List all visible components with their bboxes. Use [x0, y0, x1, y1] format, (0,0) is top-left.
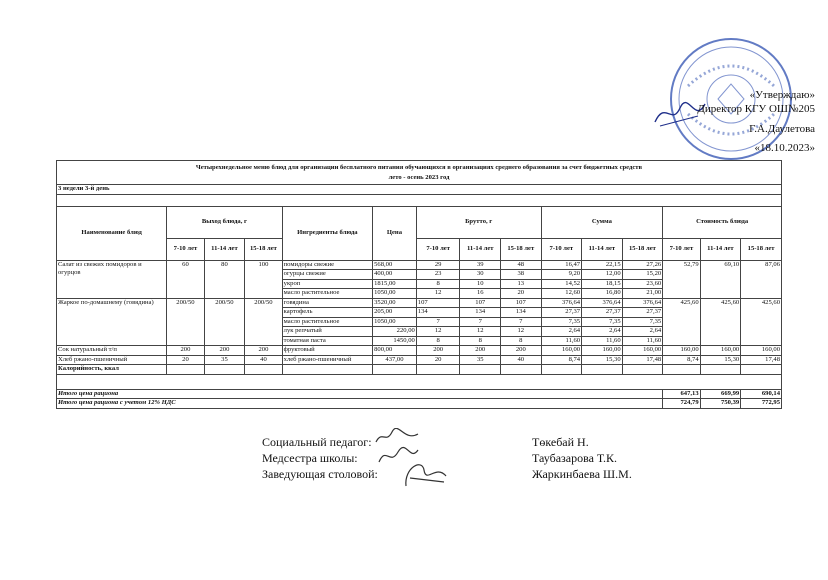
sum-cell: 15,30: [582, 355, 623, 365]
table-row: [57, 260, 782, 270]
signature-name: Таубазарова Т.К.: [532, 451, 618, 465]
cost-cell: 160,00: [700, 346, 741, 356]
age-header: 15-18 лет: [741, 238, 782, 260]
sum-cell: 22,15: [582, 260, 623, 270]
gross-cell: 8: [460, 336, 501, 346]
sum-cell: 9,20: [541, 270, 582, 280]
sum-cell: 23,60: [622, 279, 663, 289]
signature-role: Медсестра школы:: [262, 451, 358, 465]
sum-cell: 27,37: [541, 308, 582, 318]
price-cell: 800,00: [373, 346, 417, 356]
cost-cell: 425,60: [663, 298, 700, 346]
menu-title-line2: лето - осень 2023 год: [388, 174, 450, 181]
gross-cell: 48: [501, 260, 542, 270]
gross-cell: 12: [416, 289, 460, 299]
sum-cell: 15,20: [622, 270, 663, 280]
output-cell: 100: [245, 260, 282, 298]
sum-cell: 17,48: [622, 355, 663, 365]
gross-cell: 39: [460, 260, 501, 270]
sum-cell: 11,60: [541, 336, 582, 346]
gross-cell: 200: [460, 346, 501, 356]
sum-cell: 7,35: [541, 317, 582, 327]
gross-cell: 134: [416, 308, 460, 318]
gross-cell: 107: [416, 298, 460, 308]
gross-cell: 8: [501, 336, 542, 346]
sum-cell: 11,60: [582, 336, 623, 346]
total-vat-cell: 724,79: [663, 399, 700, 409]
total-vat-cell: 772,95: [741, 399, 782, 409]
sum-cell: 160,00: [541, 346, 582, 356]
header-price: Цена: [373, 206, 417, 260]
menu-title: [56, 160, 782, 184]
total-cell: 690,14: [741, 389, 782, 399]
output-cell: 200: [167, 346, 204, 356]
total-cell: 647,13: [663, 389, 700, 399]
signature-role: Социальный педагог:: [262, 435, 372, 449]
approval-block: [640, 88, 815, 155]
ingredient-cell: картофель: [282, 308, 372, 318]
price-cell: 1050,00: [373, 289, 417, 299]
gross-cell: 7: [460, 317, 501, 327]
header-output: Выход блюда, г: [167, 206, 282, 238]
dish-name: Сок натуральный т/п: [57, 346, 167, 356]
sum-cell: 7,35: [582, 317, 623, 327]
gross-cell: 8: [416, 279, 460, 289]
price-cell: 1815,00: [373, 279, 417, 289]
signature-name: Жаркинбаева Ш.М.: [532, 467, 632, 481]
output-cell: 35: [204, 355, 245, 365]
output-cell: 80: [204, 260, 245, 298]
header-cost: Стоимость блюда: [663, 206, 782, 238]
age-header: 11-14 лет: [460, 238, 501, 260]
gross-cell: 23: [416, 270, 460, 280]
sum-cell: 12,60: [541, 289, 582, 299]
gross-cell: 107: [501, 298, 542, 308]
gross-cell: 200: [416, 346, 460, 356]
menu-title-line1: Четырехнедельное меню блюд для организации бесплатного питания обучающихся в организациях среднего образования за счет бюджетных средств: [195, 164, 643, 171]
age-header: 15-18 лет: [622, 238, 663, 260]
header-dish: Наименование блюд: [57, 206, 167, 260]
output-cell: 200/50: [167, 298, 204, 346]
gross-cell: 12: [460, 327, 501, 337]
age-header: 11-14 лет: [700, 238, 741, 260]
gross-cell: 16: [460, 289, 501, 299]
ingredient-cell: помидоры свежие: [282, 260, 372, 270]
gross-cell: 134: [460, 308, 501, 318]
gross-cell: 13: [501, 279, 542, 289]
cost-cell: 15,30: [700, 355, 741, 365]
cost-cell: 52,79: [663, 260, 700, 298]
age-header: 7-10 лет: [663, 238, 700, 260]
header-sum: Сумма: [541, 206, 663, 238]
output-cell: 20: [167, 355, 204, 365]
gross-cell: 20: [501, 289, 542, 299]
output-cell: 200/50: [204, 298, 245, 346]
total-vat-row: [57, 399, 782, 409]
gross-cell: 7: [501, 317, 542, 327]
sum-cell: 18,15: [582, 279, 623, 289]
menu-table: [56, 184, 782, 409]
gross-cell: 30: [460, 270, 501, 280]
ingredient-cell: фруктовый: [282, 346, 372, 356]
table-row: [57, 346, 782, 356]
sum-cell: 160,00: [582, 346, 623, 356]
gross-cell: 107: [460, 298, 501, 308]
header-ingredients: Ингредиенты блюда: [282, 206, 372, 260]
sum-cell: 12,00: [582, 270, 623, 280]
approval-heading: «Утверждаю»: [749, 89, 815, 101]
ingredient-cell: укроп: [282, 279, 372, 289]
gross-cell: 38: [501, 270, 542, 280]
gross-cell: 7: [416, 317, 460, 327]
output-cell: 60: [167, 260, 204, 298]
age-header: 7-10 лет: [416, 238, 460, 260]
signature-name: Төкебай Н.: [532, 435, 589, 449]
sum-cell: 27,37: [622, 308, 663, 318]
age-header: 11-14 лет: [204, 238, 245, 260]
sum-cell: 376,64: [582, 298, 623, 308]
sum-cell: 16,80: [582, 289, 623, 299]
sum-cell: 8,74: [541, 355, 582, 365]
cost-cell: 425,60: [741, 298, 782, 346]
dish-name: Жаркое по-домашнему (говядина): [57, 298, 167, 346]
age-header: 15-18 лет: [245, 238, 282, 260]
price-cell: 1450,00: [373, 336, 417, 346]
sum-cell: 2,64: [622, 327, 663, 337]
social-pedagogue-signature-icon: [374, 428, 420, 446]
gross-cell: 20: [416, 355, 460, 365]
cost-cell: 425,60: [700, 298, 741, 346]
age-header: 15-18 лет: [501, 238, 542, 260]
cost-cell: 87,06: [741, 260, 782, 298]
gross-cell: 200: [501, 346, 542, 356]
dish-name: Салат из свежих помидоров и огурцов: [57, 260, 167, 298]
total-cell: 669,99: [700, 389, 741, 399]
ingredient-cell: лук репчатый: [282, 327, 372, 337]
output-cell: 200: [204, 346, 245, 356]
sum-cell: 14,52: [541, 279, 582, 289]
age-header: 7-10 лет: [541, 238, 582, 260]
cost-cell: 8,74: [663, 355, 700, 365]
calories-label: Калорийность, ккал: [57, 365, 167, 375]
gross-cell: 35: [460, 355, 501, 365]
sum-cell: 2,64: [541, 327, 582, 337]
price-cell: 3520,00: [373, 298, 417, 308]
output-cell: 200/50: [245, 298, 282, 346]
total-label: Итого цена рациона: [57, 389, 663, 399]
price-cell: 400,00: [373, 270, 417, 280]
ingredient-cell: хлеб ржано-пшеничный: [282, 355, 372, 365]
price-cell: 220,00: [373, 327, 417, 337]
sum-cell: 21,00: [622, 289, 663, 299]
approval-position: Директор КГУ ОШ№205: [697, 103, 815, 115]
output-cell: 40: [245, 355, 282, 365]
cost-cell: 17,48: [741, 355, 782, 365]
output-cell: 200: [245, 346, 282, 356]
age-header: 7-10 лет: [167, 238, 204, 260]
ingredient-cell: масло растительное: [282, 289, 372, 299]
ingredient-cell: масло растительное: [282, 317, 372, 327]
ingredient-cell: огурцы свежие: [282, 270, 372, 280]
approval-date: «18.10.2023»: [754, 142, 815, 154]
canteen-head-signature-icon: [400, 456, 450, 492]
header-gross: Брутто, г: [416, 206, 541, 238]
sum-cell: 376,64: [622, 298, 663, 308]
sum-cell: 27,37: [582, 308, 623, 318]
table-row: [57, 298, 782, 308]
price-cell: 1050,00: [373, 317, 417, 327]
sum-cell: 2,64: [582, 327, 623, 337]
gross-cell: 40: [501, 355, 542, 365]
calories-row: [57, 365, 782, 375]
total-vat-label: Итого цена рациона с учетом 12% НДС: [57, 399, 663, 409]
dish-name: Хлеб ржано-пшеничный: [57, 355, 167, 365]
total-row: [57, 389, 782, 399]
gross-cell: 12: [416, 327, 460, 337]
table-row: [57, 355, 782, 365]
total-vat-cell: 750,39: [700, 399, 741, 409]
price-cell: 437,00: [373, 355, 417, 365]
ingredient-cell: говядина: [282, 298, 372, 308]
sum-cell: 11,60: [622, 336, 663, 346]
sum-cell: 16,47: [541, 260, 582, 270]
gross-cell: 10: [460, 279, 501, 289]
age-header: 11-14 лет: [582, 238, 623, 260]
week-day-label: 3 недели 3-й день: [57, 185, 782, 195]
gross-cell: 29: [416, 260, 460, 270]
sum-cell: 376,64: [541, 298, 582, 308]
cost-cell: 160,00: [741, 346, 782, 356]
gross-cell: 134: [501, 308, 542, 318]
gross-cell: 12: [501, 327, 542, 337]
approval-name: Г.А.Даулетова: [749, 123, 815, 135]
sum-cell: 27,26: [622, 260, 663, 270]
sum-cell: 160,00: [622, 346, 663, 356]
gross-cell: 8: [416, 336, 460, 346]
price-cell: 205,00: [373, 308, 417, 318]
menu-document: [56, 160, 782, 409]
signature-role: Заведующая столовой:: [262, 467, 378, 481]
price-cell: 568,00: [373, 260, 417, 270]
sum-cell: 7,35: [622, 317, 663, 327]
ingredient-cell: томатная паста: [282, 336, 372, 346]
cost-cell: 69,10: [700, 260, 741, 298]
cost-cell: 160,00: [663, 346, 700, 356]
